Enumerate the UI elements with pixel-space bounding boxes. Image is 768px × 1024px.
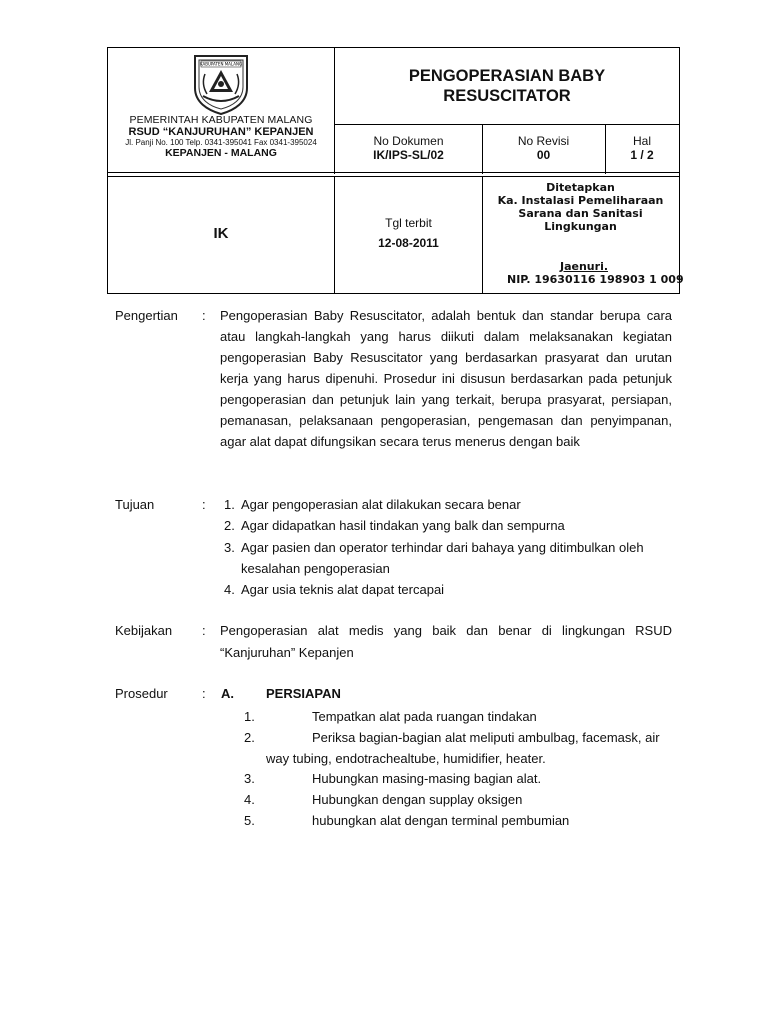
no-dokumen-label: No Dokumen [373, 134, 444, 148]
tgl-terbit-label: Tgl terbit [385, 216, 432, 230]
title-line-1: PENGOPERASIAN BABY [408, 67, 606, 85]
kebijakan-line-1: Pengoperasian alat medis yang baik dan benar di lingkungan RSUD [220, 623, 672, 638]
document-type: IK [213, 225, 229, 242]
institution-name: PEMERINTAH KABUPATEN MALANG [129, 114, 313, 126]
tujuan-item-number: 4. [224, 582, 235, 597]
divider [334, 124, 680, 125]
jabatan-line-1: Ka. Instalasi Pemeliharaan [497, 194, 664, 207]
prosedur-step: Tempatkan alat pada ruangan tindakan [312, 709, 537, 724]
prosedur-step-number: 1. [244, 709, 255, 724]
tujuan-item-continuation: kesalahan pengoperasian [241, 561, 390, 576]
kebijakan-label: Kebijakan [115, 623, 173, 638]
hospital-name: RSUD “KANJURUHAN” KEPANJEN [128, 126, 314, 138]
hospital-city: KEPANJEN - MALANG [165, 147, 277, 159]
signer-name: Jaenuri. [560, 260, 609, 273]
kebijakan-line-2: “Kanjuruhan” Kepanjen [220, 645, 354, 660]
hospital-address: Jl. Panji No. 100 Telp. 0341-395041 Fax 0341-395024 [125, 138, 317, 147]
tujuan-item: Agar didapatkan hasil tindakan yang balk dan sempurna [241, 518, 565, 533]
prosedur-step: Hubungkan dengan supplay oksigen [312, 792, 523, 807]
emblem-caption: KABUPATEN MALANG [199, 61, 243, 67]
divider [108, 172, 680, 173]
title-line-2: RESUSCITATOR [443, 87, 571, 105]
no-revisi-label: No Revisi [517, 134, 570, 148]
prosedur-section-letter: A. [221, 686, 234, 701]
prosedur-step-number: 3. [244, 771, 255, 786]
prosedur-step-continuation: way tubing, endotrachealtube, humidifier, heater. [266, 751, 546, 766]
tujuan-item-number: 3. [224, 540, 235, 555]
jabatan-line-2: Sarana dan Sanitasi Lingkungan [518, 207, 643, 233]
tujuan-item: Agar usia teknis alat dapat tercapai [241, 582, 445, 597]
tujuan-item-number: 2. [224, 518, 235, 533]
tujuan-item: Agar pasien dan operator terhindar dari bahaya yang ditimbulkan oleh [241, 540, 644, 555]
colon: : [202, 686, 206, 701]
prosedur-label: Prosedur [115, 686, 168, 701]
prosedur-step: hubungkan alat dengan terminal pembumian [312, 813, 570, 828]
tujuan-item: Agar pengoperasian alat dilakukan secara benar [241, 497, 521, 512]
prosedur-step-number: 2. [244, 730, 255, 745]
prosedur-section-title: PERSIAPAN [266, 686, 341, 701]
pengertian-label: Pengertian [115, 308, 178, 323]
no-dokumen-value: IK/IPS-SL/02 [373, 148, 444, 162]
prosedur-step-number: 5. [244, 813, 255, 828]
document-title [335, 66, 679, 106]
tgl-terbit-value: 12-08-2011 [378, 236, 439, 250]
signer-nip: NIP. 19630116 198903 1 009 [507, 273, 684, 286]
prosedur-step: Hubungkan masing-masing bagian alat. [312, 771, 542, 786]
tujuan-label: Tujuan [115, 497, 155, 512]
kabupaten-malang-emblem-icon [189, 52, 253, 116]
hal-value: 1 / 2 [630, 148, 654, 162]
tujuan-item-number: 1. [224, 497, 235, 512]
divider [108, 176, 680, 177]
divider [334, 176, 335, 294]
ditetapkan-label: Ditetapkan [546, 181, 615, 194]
colon: : [202, 308, 206, 323]
hal-label: Hal [632, 134, 651, 148]
no-revisi-value: 00 [536, 148, 551, 162]
prosedur-step: Periksa bagian-bagian alat meliputi ambulbag, facemask, air [312, 730, 660, 745]
pengertian-text: Pengoperasian Baby Resuscitator, adalah bentuk dan standar berupa cara atau langkah-langkah yang harus diikuti dalam melaksanakan kegiatan pengoperasian Baby Resuscitator yang berdasarkan prasyarat dan urutan kerja yang harus dipenuhi. Prosedur ini disusun berdasarkan pada petunjuk pengoperasian dan petunjuk lain yang terkait, berupa prasyarat, persiapan, pemanasan, pelaksanaan pengoperasian, pengemasan dan penyimpanan, agar alat dapat difungsikan secara terus menerus dengan baik [220, 308, 672, 449]
prosedur-step-number: 4. [244, 792, 255, 807]
colon: : [202, 497, 206, 512]
colon: : [202, 623, 206, 638]
